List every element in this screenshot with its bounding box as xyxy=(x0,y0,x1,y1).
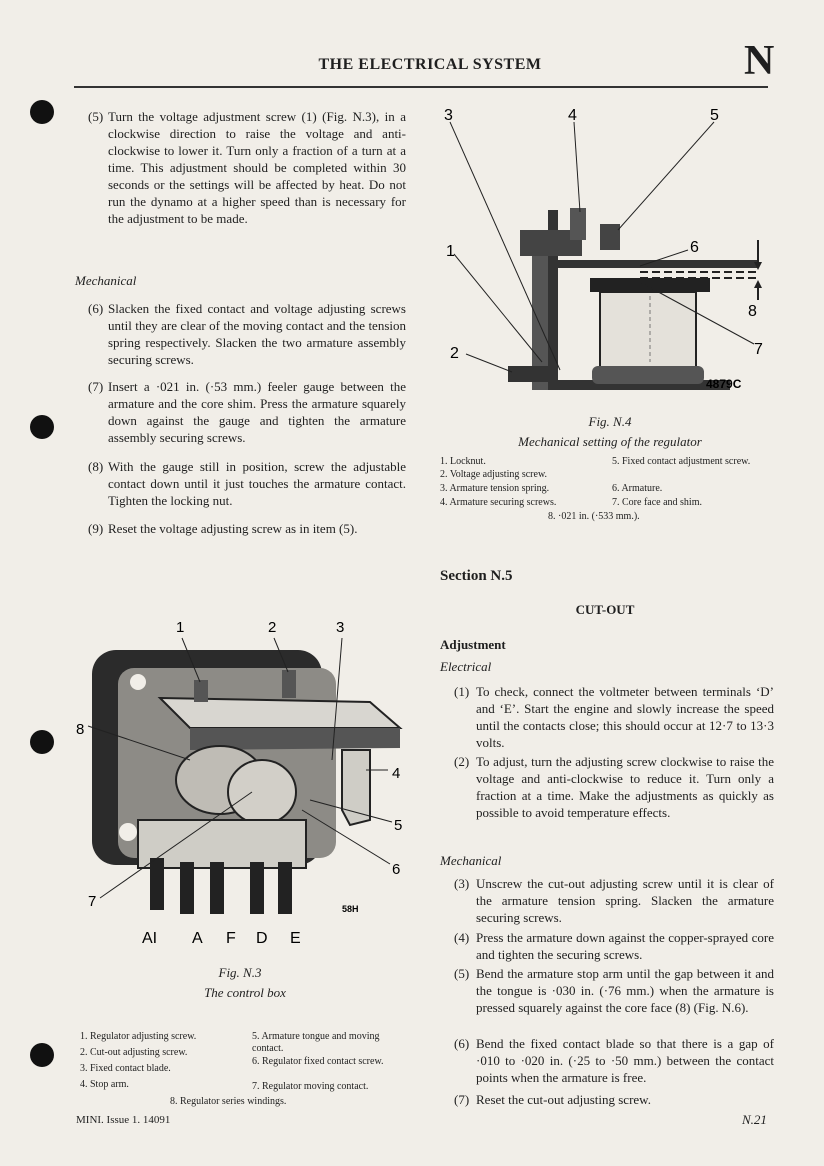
fig-n4-legend-4: 4. Armature securing screws. xyxy=(440,497,557,508)
fig-n3-legend-1: 1. Regulator adjusting screw. xyxy=(80,1031,197,1042)
callout-label: 1 xyxy=(446,243,455,260)
right-step-6 xyxy=(454,1035,774,1086)
terminal-D xyxy=(250,862,264,914)
step-text: Reset the voltage adjusting screw as in item (5). xyxy=(108,521,358,536)
punch-hole-2 xyxy=(30,415,54,439)
arrow-up-icon xyxy=(754,280,762,288)
fig-n4-legend-2: 2. Voltage adjusting screw. xyxy=(440,469,548,480)
armature-plate xyxy=(160,698,400,728)
punch-hole-3 xyxy=(30,730,54,754)
callout-label: 4 xyxy=(568,107,577,124)
left-step-5 xyxy=(88,108,406,227)
step-text: With the gauge still in position, screw the adjustable contact down until it just touches the armature contact. Tighten the locking nut. xyxy=(108,459,406,508)
armature xyxy=(558,260,758,268)
coil-base xyxy=(592,366,704,384)
fig-n3-legend-8: 8. Regulator series windings. xyxy=(170,1096,287,1107)
coil-winding xyxy=(600,292,696,368)
fig-n4-legend-1: 1. Locknut. xyxy=(440,456,486,467)
adjustment-heading: Adjustment xyxy=(440,637,506,652)
step-number: (1) xyxy=(454,684,470,699)
page-number: N.21 xyxy=(742,1112,767,1127)
step-text: Unscrew the cut-out adjusting screw until it is clear of the armature tension spring. Slacken the armature securing screws. xyxy=(476,876,774,925)
regulator-adjusting-screw xyxy=(194,680,208,702)
fig-n3-legend-3: 3. Fixed contact blade. xyxy=(80,1063,171,1074)
right-step-5 xyxy=(454,965,774,1016)
callout-label: 2 xyxy=(450,345,459,362)
section-letter: N xyxy=(744,38,775,84)
fig-n3-number: Fig. N.3 xyxy=(218,965,262,980)
terminal-label: A xyxy=(192,930,203,947)
right-step-7 xyxy=(454,1091,774,1108)
fig-n3-legend-2: 2. Cut-out adjusting screw. xyxy=(80,1047,188,1058)
step-text: Press the armature down against the copper-sprayed core and tighten the securing screws. xyxy=(476,930,774,962)
step-number: (2) xyxy=(454,754,470,769)
callout-label: 8 xyxy=(748,303,757,320)
voltage-adjusting-screw xyxy=(508,366,548,382)
right-mechanical-heading: Mechanical xyxy=(440,853,502,868)
step-number: (5) xyxy=(454,966,470,981)
step-text: Reset the cut-out adjusting screw. xyxy=(476,1092,651,1107)
step-text: Turn the voltage adjustment screw (1) (Fig. N.3), in a clockwise direction to raise the voltage and anti-clockwise to lower it. Turn only a fraction of a turn at a time. This adjustment should be completed within 30 seconds or the settings will be affected by heat. Do not run the dynamo at a higher speed than is necessary for the adjustment to be made. xyxy=(108,109,406,226)
callout-label: 5 xyxy=(394,817,403,834)
fig-n3-title: The control box xyxy=(204,985,286,1000)
section-subtitle: CUT-OUT xyxy=(575,602,635,617)
callout-label: 1 xyxy=(176,619,185,636)
terminal-label: AI xyxy=(142,930,158,947)
step-text: Bend the fixed contact blade so that there is a gap of ·010 to ·020 in. (·25 to ·50 mm.) between the contact points when the armature is free. xyxy=(476,1036,774,1085)
leader-line xyxy=(466,354,512,372)
right-step-4 xyxy=(454,929,774,963)
step-number: (9) xyxy=(88,521,104,536)
step-number: (3) xyxy=(454,876,470,891)
fixed-contact-screw xyxy=(600,224,620,250)
right-step-2 xyxy=(454,753,774,821)
fig-n4-legend-8: 8. ·021 in. (·533 mm.). xyxy=(548,511,640,522)
footer-issue: MINI. Issue 1. 14091 xyxy=(76,1114,171,1126)
step-number: (6) xyxy=(88,301,104,316)
fig-n4-legend-5: 5. Fixed contact adjustment screw. xyxy=(612,456,751,467)
mount-hole-icon xyxy=(130,674,146,690)
callout-label: 3 xyxy=(444,107,453,124)
fig-n4-legend-7: 7. Core face and shim. xyxy=(612,497,702,508)
core-face xyxy=(590,278,710,292)
fig-n3-legend-6: 6. Regulator fixed contact screw. xyxy=(252,1056,384,1067)
callout-label: 6 xyxy=(392,861,401,878)
step-text: Bend the armature stop arm until the gap between it and the tongue is ·030 in. (·76 mm.) when the armature is pressed squarely against the core face (8) (Fig. N.6). xyxy=(476,966,774,1015)
step-number: (5) xyxy=(88,109,104,124)
step-text: Slacken the fixed contact and voltage adjusting screws until they are clear of the moving contact and the tension spring respectively. Slacken the two armature assembly securing screws. xyxy=(108,301,406,367)
terminal-label: D xyxy=(256,930,268,947)
left-step-7 xyxy=(88,378,406,446)
punch-hole-1 xyxy=(30,100,54,124)
right-step-1 xyxy=(454,683,774,751)
page-title: THE ELECTRICAL SYSTEM xyxy=(318,56,542,73)
fig-n3-legend-7: 7. Regulator moving contact. xyxy=(252,1081,369,1092)
figure-ref: 58H xyxy=(342,904,359,914)
regulator-setting-illustration xyxy=(440,100,780,405)
terminal-A xyxy=(180,862,194,914)
terminal-F xyxy=(210,862,224,914)
right-step-3 xyxy=(454,875,774,926)
figure-ref: 4879C xyxy=(706,377,742,391)
armature-securing-screw xyxy=(570,208,586,240)
header-rule xyxy=(74,86,768,88)
left-step-6 xyxy=(88,300,406,368)
callout-label: 2 xyxy=(268,619,277,636)
fig-n4-title: Mechanical setting of the regulator xyxy=(518,434,702,449)
control-box-illustration xyxy=(70,610,420,955)
step-text: Insert a ·021 in. (·53 mm.) feeler gauge between the armature and the core shim. Press the armature squarely down against the gauge and tighten the armature assembly securing screws. xyxy=(108,379,406,445)
step-number: (7) xyxy=(88,379,104,394)
step-text: To adjust, turn the adjusting screw clockwise to raise the voltage and anti-clockwise to reduce it. Turn only a fraction at a time. Make the adjustments as quickly as possible to avoid temperature effects. xyxy=(476,754,774,820)
callout-label: 8 xyxy=(76,721,85,738)
leader-line xyxy=(618,122,714,230)
step-number: (4) xyxy=(454,930,470,945)
step-number: (7) xyxy=(454,1092,470,1107)
terminal-label: F xyxy=(226,930,236,947)
cutout-adjusting-screw xyxy=(282,670,296,698)
left-step-9 xyxy=(88,520,406,537)
punch-hole-4 xyxy=(30,1043,54,1067)
callout-label: 7 xyxy=(88,893,97,910)
fig-n3-legend-5: 5. Armature tongue and moving contact. xyxy=(252,1031,380,1054)
callout-label: 6 xyxy=(690,239,699,256)
fig-n4-legend-6: 6. Armature. xyxy=(612,483,663,494)
step-text: To check, connect the voltmeter between terminals ‘D’ and ‘E’. Start the engine and slowly increase the speed until the contacts close; this should occur at 12·7 to 13·3 volts. xyxy=(476,684,774,750)
left-step-8 xyxy=(88,458,406,509)
terminal-AI xyxy=(150,858,164,910)
leader-line xyxy=(454,254,542,362)
step-number: (8) xyxy=(88,459,104,474)
fig-n3-legend-4: 4. Stop arm. xyxy=(80,1079,129,1090)
fig-n4-legend-3: 3. Armature tension spring. xyxy=(440,483,550,494)
leader-line xyxy=(574,122,580,212)
mount-hole-icon xyxy=(119,823,137,841)
section-title: Section N.5 xyxy=(440,568,513,584)
stop-arm-bracket xyxy=(342,750,370,825)
callout-label: 3 xyxy=(336,619,345,636)
callout-label: 4 xyxy=(392,765,401,782)
callout-label: 5 xyxy=(710,107,719,124)
callout-label: 7 xyxy=(754,341,763,358)
terminal-E xyxy=(278,862,292,914)
fig-n4-number: Fig. N.4 xyxy=(588,414,632,429)
step-number: (6) xyxy=(454,1036,470,1051)
left-mechanical-heading: Mechanical xyxy=(75,273,137,288)
terminal-label: E xyxy=(290,930,301,947)
regulator-core xyxy=(228,760,296,824)
electrical-heading: Electrical xyxy=(440,659,492,674)
